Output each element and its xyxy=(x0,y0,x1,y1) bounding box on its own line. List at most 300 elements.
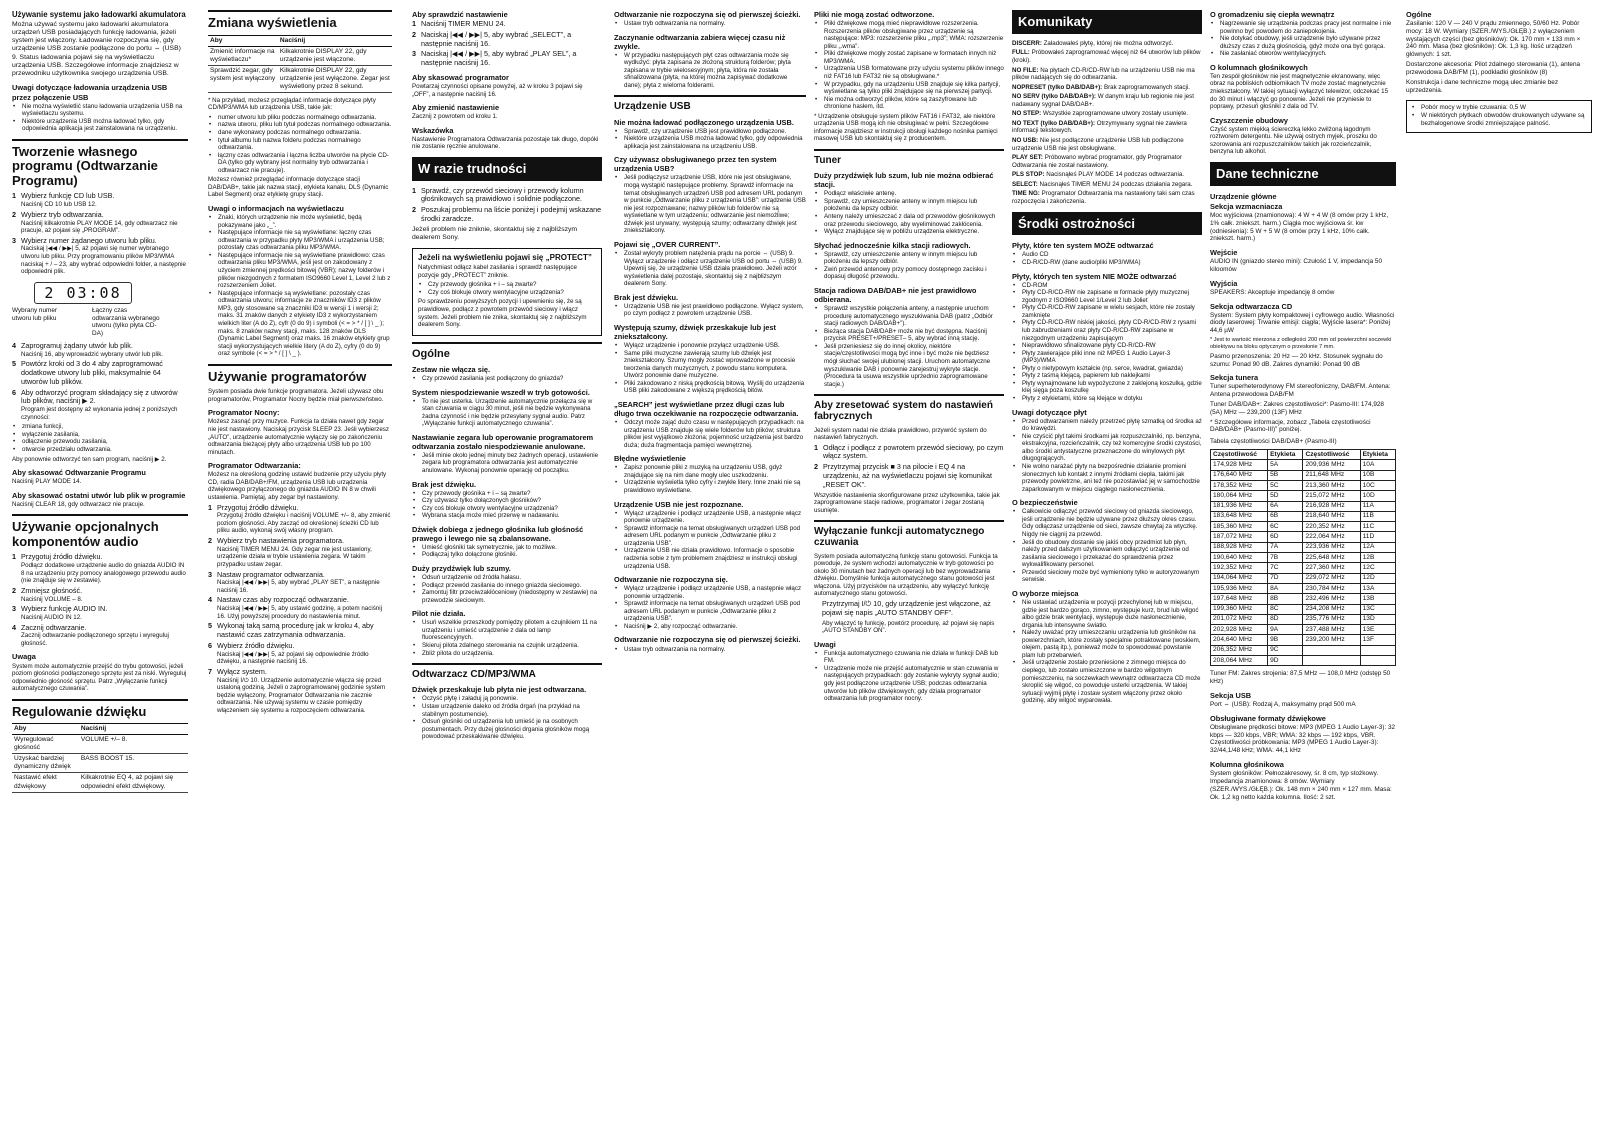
step-number: 1 xyxy=(12,191,16,201)
table-cell: 195,936 MHz xyxy=(1211,583,1268,593)
list-item: • Wyłącz urządzenie i podłącz urządzenie USB, a następnie włącz ponownie urządzenie. xyxy=(622,510,806,525)
table-row xyxy=(1211,635,1396,645)
table-cell: 13E xyxy=(1360,625,1395,635)
problem-solutions xyxy=(814,190,1004,235)
list-item: • Nie dotykać obudowy, jeśli urządzenie było używane przez dłuższy czas z dużą głośnością, gdyż może ona być gorąca. xyxy=(1218,35,1396,50)
list-item: • Zapisz ponownie pliki z muzyką na urządzeniu USB, gdyż znajdujące się na nim dane mogły ulec uszkodzeniu. xyxy=(622,464,806,479)
cancel-program-heading: Aby skasować Odtwarzanie Programu xyxy=(12,468,146,478)
frequency-table-body xyxy=(1211,460,1396,666)
table-header: Częstotliwość xyxy=(1303,450,1360,460)
step-detail: Przygotuj źródło dźwięku i naciśnij VOLUME +/– 8, aby zmienić poziom głośności. Aby zacząć od określonej ścieżki CD lub pliku audio, wykonaj swój własny program. xyxy=(217,512,391,535)
step-number: 1 xyxy=(814,442,818,452)
list-item: • Nie można wyświetlić stanu ładowania urządzenia USB na wyświetlaczu systemu. xyxy=(20,103,188,118)
list-item: • Usuń wszelkie przeszkody pomiędzy pilotem a czujnikiem 11 na urządzeniu i umieść urządzenie z dala od lamp fluorescencyjnych. xyxy=(420,619,602,642)
factory-reset-heading: Aby zresetować system do nastawień fabrycznych xyxy=(814,394,1004,422)
table-cell: 13B xyxy=(1360,594,1395,604)
table-cell: 13F xyxy=(1360,635,1395,645)
problem-heading: Pilot nie działa. xyxy=(412,609,466,619)
protect-more: Po sprawdzeniu powyższych pozycji i upewnieniu się, że są prawidłowe, podłącz z powrotem przewód sieciowy i włącz system. Jeżeli problem nie znika, skontaktuj się z najbliższym dealerem Sony. xyxy=(418,298,587,329)
timer-steps xyxy=(208,504,392,715)
table-cell: 5B xyxy=(1268,470,1303,480)
display-notes-heading: Uwagi o informacjach na wyświetlaczu xyxy=(208,204,344,214)
messages-heading: Komunikaty xyxy=(1012,10,1202,34)
step xyxy=(12,605,188,621)
step xyxy=(412,20,602,29)
specifications xyxy=(1210,192,1396,802)
check-setting-heading: Aby sprawdzić nastawienie xyxy=(412,10,508,19)
program-steps-2 xyxy=(12,342,188,421)
problem-solutions xyxy=(614,20,806,28)
table-header: Częstotliwość xyxy=(1211,450,1268,460)
change-setting-heading: Aby zmienić nastawienie xyxy=(412,103,500,113)
table-header-row xyxy=(12,724,188,735)
table-cell: 11B xyxy=(1360,511,1395,521)
problem-heading: Czy używasz obsługiwanego przez ten system urządzenia USB? xyxy=(614,155,777,174)
step-title: Naciskaj |◀◀ / ▶▶| 5, aby wybrać „SELECT”, a następnie naciśnij 16. xyxy=(421,29,572,48)
table-cell: 209,936 MHz xyxy=(1303,460,1360,470)
list-item: • Został wykryty problem natężenia prądu na porcie ⇔ (USB) 9. Wyłącz urządzenie i odłącz urządzenie USB od portu ⇔ (USB) 9. Upewnij się, że urządzenie USB działa prawidłowo. Jeżeli wzór wyświetlenia dalej pozostaje, skontaktuj się z najbliższym dealerem Sony. xyxy=(622,250,806,288)
table-cell: 192,352 MHz xyxy=(1211,563,1268,573)
table-cell: 7B xyxy=(1268,553,1303,563)
table-cell: 9B xyxy=(1268,635,1303,645)
list-item: • Wyłącz znajdujące się w pobliżu urządzenia elektryczne. xyxy=(822,228,1004,236)
problem-heading: Pojawi się „OVER CURRENT”. xyxy=(614,239,721,249)
table-row xyxy=(1211,460,1396,470)
standby-notes xyxy=(1411,104,1587,127)
list-item: • Same pliki muzyczne zawierają szumy lub dźwięk jest zniekształcony. Szumy mogły zostać wprowadzone w procesie tworzenia danych muzycznych, z powodu stanu komputera. Utwórz ponownie dane muzyczne. xyxy=(622,350,806,380)
table-row xyxy=(1211,614,1396,624)
list-item: • Należy uważać przy umieszczaniu urządzenia lub głośników na powierzchniach, które zostały specjalnie potraktowane (woskiem, olejem, pastą itp.), ponieważ może to spowodować powstanie plam lub przebarwień. xyxy=(1020,629,1202,659)
table-row xyxy=(1211,604,1396,614)
tuner-section-text: Tuner superheterodynowy FM stereofoniczny, DAB/FM. Antena: Antena przewodowa DAB/FM xyxy=(1210,383,1391,399)
table-row xyxy=(1211,563,1396,573)
step-title: Powtórz kroki od 3 do 4 aby zaprogramować dodatkowe utwory lub pliki, maksymalnie 64 utworów lub plików. xyxy=(21,359,163,386)
step-number: 1 xyxy=(12,552,16,562)
table-cell xyxy=(1360,645,1395,655)
cleaning-text: Czyść system miękką ściereczką lekko zwilżoną łagodnym roztworem detergentu. Nie używaj ostrych myjek, proszku do szorowania ani rozpuszczalników takich jak rozcieńczalnik, benzyna lub alkohol. xyxy=(1210,125,1377,156)
output-heading: Wyjścia xyxy=(1210,278,1238,288)
optional-audio-steps xyxy=(12,553,188,647)
list-item: • Płyty wynajmowane lub wypożyczone z zaklejoną koszulką, gdzie klej sięga poza koszulkę xyxy=(1020,380,1202,395)
table-cell: 11D xyxy=(1360,532,1395,542)
message-code: PLS STOP: xyxy=(1012,171,1045,179)
general-spec-text: Zasilanie: 120 V — 240 V prądu zmiennego, 50/60 Hz. Pobór mocy: 18 W. Wymiary (SZER./WYS./GŁĘB.) z wyłączeniem wystających części (bez głośników): Ok. 170 mm × 133 mm × 240 mm. Masa (bez głośników): Ok. 1,3 kg. Ilość urządzeń głównych: 1 szt. xyxy=(1406,20,1581,59)
problem-solutions xyxy=(614,174,806,235)
list-item: • Podłączaj tylko dołączone głośniki. xyxy=(420,551,602,559)
design-note: Konstrukcja i dane techniczne mogą ulec zmianie bez uprzedzenia. xyxy=(1406,78,1559,94)
main-unit-heading: Urządzenie główne xyxy=(1210,191,1277,201)
standby-note-box xyxy=(1406,100,1592,133)
step-detail: Naciśnij TIMER MENU 24. Gdy zegar nie jest ustawiony, urządzenie działa w trybie ustawienia zegara. W takim przypadku ustaw zegar. xyxy=(217,545,372,568)
step-detail: Naciśnij 16, aby wprowadzić wybrany utwór lub plik. xyxy=(21,350,164,358)
list-item: • Ustaw urządzenie daleko od źródła drgań (na przykład na stabilnym postumencie). xyxy=(420,703,602,718)
list-item: • Podłącz właściwie antenę. xyxy=(822,190,1004,198)
problem-solutions xyxy=(814,305,1004,388)
step-title: Wybierz tryb nastawienia programatora. xyxy=(217,536,344,546)
step-detail: Naciśnij kilkakrotnie PLAY MODE 14, gdy odtwarzacz nie pracuje, aż pojawi się „PROGRAM”. xyxy=(21,219,178,235)
step-number: 2 xyxy=(208,536,212,546)
message-item xyxy=(1012,120,1202,135)
table-cell: 213,360 MHz xyxy=(1303,480,1360,490)
list-item: • Zamontuj filtr przeciwzakłóceniowy (niedostępny w zestawie) na przewodzie sieciowym. xyxy=(420,589,602,604)
table-row xyxy=(1211,480,1396,490)
formats-text: Obsługiwane prędkości bitowe: MP3 (MPEG 1 Audio Layer-3): 32 kbps — 320 kbps, VBR; WMA: 32 kbps — 192 kbps, VBR. Częstotliwości próbkowania: MP3 (MPEG 1 Audio Layer-3): 32/44,1/48 kHz; WMA: 44,1 kHz xyxy=(1210,723,1396,755)
problem-solutions xyxy=(614,646,806,654)
usb-charge-notes xyxy=(12,103,188,133)
step-detail: Naciśnij VOLUME – 8. xyxy=(21,595,83,603)
list-item: • Wyłącz urządzenie i podłącz urządzenie USB, a następnie włącz ponownie urządzenie. xyxy=(622,585,806,600)
step-title: Przygotuj źródło dźwięku. xyxy=(21,552,103,562)
problem-solutions xyxy=(412,544,602,559)
list-item: • Jeśli przeniesiesz się do innej okolicy, niektóre stacje/częstotliwości mogą być inne i być może nie będziesz mógł słuchać swojej ulubionej stacji. Uruchom automatyczne wyszukiwanie DAB i ponownie zarejestruj wykryte stacje. (Procedura ta usuwa wszystkie uprzednio zaprogramowane stacje.) xyxy=(822,343,1004,388)
table-cell: Wyregulować głośność xyxy=(12,735,79,754)
message-text: Nacisnąłeś PLAY MODE 14 podczas odtwarzania. xyxy=(1046,171,1184,179)
table-cell: Kilkakrotnie EQ 4, aż pojawi się odpowiedni efekt dźwiękowy. xyxy=(79,773,188,792)
safety-heading: O bezpieczeństwie xyxy=(1012,498,1078,508)
sound-heading: Regulowanie dźwięku xyxy=(12,699,188,720)
step-detail: Naciskaj |◀◀ / ▶▶| 5, aż pojawi się odpowiednie źródło dźwięku, a następnie naciśnij 16. xyxy=(217,650,369,666)
problem-heading: System niespodziewanie wszedł w tryb gotowości. xyxy=(412,387,590,397)
reset-more: Wszystkie nastawienia skonfigurowane przez użytkownika, takie jak zaprogramowane stacje radiowe, programator i zegar zostaną usunięte. xyxy=(814,491,1000,514)
delete-track-text: Naciśnij CLEAR 18, gdy odtwarzacz nie pracuje. xyxy=(12,500,145,508)
display-info-list xyxy=(208,114,392,175)
message-item xyxy=(1012,190,1202,205)
list-item: • Jeśli urządzenie zostało przeniesione z zimnego miejsca do ciepłego, lub zostało umieszczone w bardzo wilgotnym pomieszczeniu, na soczewkach wewnątrz odtwarzacza CD może skroplić się wilgoć, co powoduje usterki urządzenia. W takiej sytuacji wyjmij płytę i zostaw system włączony przez około godzinę, aby wilgoć wyparowała. xyxy=(1020,659,1202,704)
usb-section-heading: Sekcja USB xyxy=(1210,690,1252,700)
specifications-heading: Dane techniczne xyxy=(1210,162,1396,186)
problem-solutions xyxy=(412,574,602,604)
table-cell: 187,072 MHz xyxy=(1211,532,1268,542)
table-cell: 225,648 MHz xyxy=(1303,553,1360,563)
problem-heading: Stacja radiowa DAB/DAB+ nie jest prawidłowo odbierana. xyxy=(814,285,977,304)
problem-heading: Dźwięk dobiega z jednego głośnika lub głośność prawego i lewego nie są zbalansowane. xyxy=(412,524,584,543)
message-code: SELECT: xyxy=(1012,180,1038,188)
table-cell: 8B xyxy=(1268,594,1303,604)
step-number: 2 xyxy=(412,29,416,39)
problem-solutions xyxy=(614,303,806,318)
auto-standby-step: Przytrzymaj I/⏻ 10, gdy urządzenie jest włączone, aż pojawi się napis „AUTO STANDBY OFF”. xyxy=(822,599,991,617)
table-cell: Nastawić efekt dźwiękowy xyxy=(12,773,79,792)
table-cell: 11A xyxy=(1360,501,1395,511)
sleep-timer-heading: Programator Nocny: xyxy=(208,408,280,418)
frequency-table xyxy=(1210,449,1396,666)
usb-charge-notes-heading: Uwagi dotyczące ładowania urządzenia USB przez połączenie USB xyxy=(12,83,168,102)
list-item: • Nie ustawiać urządzenia w pozycji przechylonej lub w miejscu, gdzie jest bardzo gorąco, zimno, występuje kurz, brud lub wilgoć albo gdzie brak wentylacji, występuje duże nasłonecznienie, drgania lub intensywne światło. xyxy=(1020,599,1202,629)
table-cell: 230,784 MHz xyxy=(1303,583,1360,593)
table-cell: 12D xyxy=(1360,573,1395,583)
list-item: • W niektórych płytkach obwodów drukowanych używane są bezhalogenowe środki zmniejszające palność. xyxy=(1419,112,1587,127)
program-again-text: Aby ponownie odtworzyć ten sam program, naciśnij ▶ 2. xyxy=(12,455,167,463)
cd-section-text: System: System płyty kompaktowej i cyfrowego audio. Własności diody laserowej: Trwanie emisji: ciągła; Wyjście lasera*: Poniżej 44,6 µW xyxy=(1210,311,1395,335)
table-cell: 8C xyxy=(1268,604,1303,614)
step-title: Przygotuj źródło dźwięku. xyxy=(217,502,299,512)
problem-solutions xyxy=(814,251,1004,281)
table-cell: 211,648 MHz xyxy=(1303,470,1360,480)
list-item: • Niektóre urządzenia USB można ładować tylko, gdy odpowiednia aplikacja jest zainstalowana na urządzeniu USB. xyxy=(622,135,806,150)
step-detail: Naciśnij AUDIO IN 12. xyxy=(21,614,82,622)
list-item: • Funkcja automatycznego czuwania nie działa w funkcji DAB lub FM. xyxy=(822,650,1004,665)
speaker-spec-text: System głośników: Pełnozakresowy, śr. 8 cm, typ stożkowy. Impedancja znamionowa: 8 omów. Wymiary (SZER./WYS./GŁĘB.): Ok. 148 mm × 240 mm × 127 mm. Masa: Ok. 1,2 kg netto każda kolumna. Ilość: 2 szt. xyxy=(1210,770,1392,801)
list-item: • Nie czyścić płyt takimi środkami jak rozpuszczalniki, np. benzyna, ekstrakcyjna, rozcieńczalnik, czy też komercyjne środki czystości, albo środki antystatyczne przeznaczone do winylowych płyt długogrających. xyxy=(1020,433,1202,463)
step-title: Odłącz i podłącz z powrotem przewód sieciowy, po czym włącz system. xyxy=(823,442,1004,461)
table-header-row xyxy=(1211,450,1396,460)
table-header: Aby xyxy=(12,724,79,735)
step xyxy=(12,389,188,422)
list-item: • numer utworu lub pliku podczas normalnego odtwarzania. xyxy=(216,114,392,122)
list-item: • Czy przewody głośnika + i – są zwarte? xyxy=(420,490,602,498)
step-number: 5 xyxy=(208,621,212,631)
auto-standby-restore: Aby włączyć tę funkcję, powtórz procedurę, aż pojawi się napis „AUTO STANDBY ON”. xyxy=(822,619,995,635)
step xyxy=(208,571,392,595)
step xyxy=(12,342,188,358)
step-number: 6 xyxy=(12,387,16,397)
step-number: 7 xyxy=(208,666,212,676)
problem-heading: Brak jest dźwięku. xyxy=(412,479,477,489)
step xyxy=(208,642,392,666)
list-item: • Przewód sieciowy może być wymieniony tylko w autoryzowanym serwisie. xyxy=(1020,569,1202,584)
step-title: Zacznij odtwarzanie. xyxy=(21,622,87,632)
disc-notes xyxy=(1012,418,1202,494)
problem-heading: Odtwarzanie nie rozpoczyna się. xyxy=(614,575,728,585)
table-header-row xyxy=(208,35,392,46)
message-text: Programator Odtwarzania ma nastawiony taki sam czas rozpoczęcia i zakończenia. xyxy=(1012,190,1195,205)
message-code: NO USB: xyxy=(1012,137,1039,145)
table-cell: VOLUME +/– 8. xyxy=(79,735,188,754)
timers-text: System posiada dwie funkcje programatora. Jeżeli używasz obu programatorów, Programator Nocny będzie miał pierwszeństwo. xyxy=(208,388,384,403)
table-row xyxy=(208,46,392,65)
step-detail: Naciśnij CD 10 lub USB 12. xyxy=(21,201,97,209)
list-item: • Następujące informacje nie są wyświetlane: łączny czas odtwarzania w przypadku płyty MP3/WMA i urządzenia USB; pozostały czas odtwarzania pliku MP3/WMA. xyxy=(216,229,392,252)
problem-heading: Nastawianie zegara lub operowanie programatorem odtwarzania zostało niespodziewanie anulowane. xyxy=(412,432,594,451)
list-item: • Niektóre urządzenia USB można ładować tylko, gdy odpowiednia aplikacja jest zainstalowana na urządzeniu. xyxy=(20,118,188,133)
table-cell: 227,360 MHz xyxy=(1303,563,1360,573)
step-title: Nastaw programator odtwarzania. xyxy=(217,569,325,579)
usb-section-text: Port ⇔ (USB): Rodzaj A, maksymalny prąd 500 mA xyxy=(1210,700,1356,708)
table-cell: 13A xyxy=(1360,583,1395,593)
tuner-section-heading: Sekcja tunera xyxy=(1210,373,1259,383)
speaker-spec-heading: Kolumna głośnikowa xyxy=(1210,760,1284,770)
message-text: Brak zaprogramowanych stacji. xyxy=(1103,83,1190,91)
table-cell: 9A xyxy=(1268,625,1303,635)
list-item: • Audio CD xyxy=(1020,251,1202,259)
speakers-heading: O kolumnach głośnikowych xyxy=(1210,62,1308,72)
table-cell: 181,936 MHz xyxy=(1211,501,1268,511)
list-item: • Anteny należy umieszczać z dala od przewodów głośnikowych oraz przewodu sieciowego, aby wyeliminować zakłócenia. xyxy=(822,213,1004,228)
list-item: • Nie można odtworzyć plików, które są zaszyfrowane lub chronione hasłem, itd. xyxy=(822,96,1004,111)
step-title: Wybierz funkcję CD lub USB. xyxy=(21,191,115,201)
list-item: • Czy coś blokuje otwory wentylacyjne urządzenia? xyxy=(426,289,596,297)
table-cell: 178,352 MHz xyxy=(1211,480,1268,490)
message-item xyxy=(1012,67,1202,82)
step-detail: Program jest dostępny aż wykonania jednej z poniższych czynności: xyxy=(21,406,178,421)
list-item: • Jeśli podłączysz urządzenie USB, które nie jest obsługiwane, mogą wystąpić następujące problemy. Sprawdź informacje na temat obsługiwanych urządzeń USB pod adresem URL podanym w punkcie „Odtwarzanie pliku z urządzenia USB”: urządzenie USB nie jest rozpoznawane; nazwy plików lub folderów nie są wyświetlane w tym urządzeniu; odtwarzanie jest niemożliwe; dźwięk jest urywany; występują szumy; odtwarzany dźwięk jest zniekształcony. xyxy=(622,174,806,235)
cd-footnote: * Jest to wartość mierzona z odległości 200 mm od powierzchni soczewki obiektywu na bloku optycznym o przesłonie 7 mm. xyxy=(1210,337,1392,350)
list-item: • Czy coś blokuje otwory wentylacyjne urządzenia? xyxy=(420,505,602,513)
table-cell: 216,928 MHz xyxy=(1303,501,1360,511)
list-item: • Płyty o nietypowym kształcie (np. serce, kwadrat, gwiazda) xyxy=(1020,365,1202,373)
display-more: Możesz również przeglądać informacje dotyczące stacji DAB/DAB+, takie jak nazwa stacji, etykieta kanału, DLS (Dynamic Label Segment) oraz etykietę grupy stacji. xyxy=(208,176,389,199)
table-cell: 204,640 MHz xyxy=(1211,635,1268,645)
problem-heading: Pliki nie mogą zostać odtworzone. xyxy=(814,10,935,19)
table-cell: 7D xyxy=(1268,573,1303,583)
fm-tuner-text: Tuner FM: Zakres strojenia: 87,5 MHz — 108,0 MHz (odstęp 50 kHz) xyxy=(1210,670,1391,686)
table-cell: 12B xyxy=(1360,553,1395,563)
table-cell: 197,648 MHz xyxy=(1211,594,1268,604)
message-text: Otrzymywany sygnał nie zawiera informacji tekstowych. xyxy=(1012,119,1187,135)
table-cell: 5A xyxy=(1268,460,1303,470)
list-item: • Płyty z etykietami, które są klejące w dotyku xyxy=(1020,395,1202,403)
step-number: 2 xyxy=(814,462,818,472)
problem-solutions xyxy=(614,510,806,571)
table-cell: 185,360 MHz xyxy=(1211,522,1268,532)
problem-heading: Odtwarzanie nie rozpoczyna się od pierwszej ścieżki. xyxy=(614,10,801,19)
message-text: W danym kraju lub regionie nie jest nadawany sygnał DAB/DAB+. xyxy=(1012,93,1194,108)
table-cell: 174,928 MHz xyxy=(1211,460,1268,470)
protect-box xyxy=(412,248,602,335)
amp-heading: Sekcja wzmacniacza xyxy=(1210,201,1283,211)
step xyxy=(208,596,392,620)
message-item xyxy=(1012,49,1202,64)
list-item: • Zwiń przewód antenowy przy pomocy dostępnego zacisku i dopasuj długość przewodu. xyxy=(822,266,1004,281)
column-6 xyxy=(1012,10,1202,1126)
list-item: • CD-R/CD-RW (dane audio/pliki MP3/WMA) xyxy=(1020,259,1202,267)
list-item: • Sprawdź, czy umieszczenie anteny w innym miejscu lub położeniu da lepszy odbiór. xyxy=(822,251,1004,266)
message-code: NOPRESET (tylko DAB/DAB+): xyxy=(1012,83,1103,91)
output-text: SPEAKERS: Akceptuje impedancję 8 omów xyxy=(1210,288,1335,296)
step-title: Wyłącz system. xyxy=(217,666,267,676)
table-cell: Sprawdzić zegar, gdy system jest wyłączony xyxy=(208,65,278,92)
cancel-timer-heading: Aby skasować programator xyxy=(412,72,509,82)
problem-solutions xyxy=(412,619,602,657)
list-item: • otwarcie przedziału odtwarzania. xyxy=(20,446,188,454)
step-number: 2 xyxy=(412,205,416,215)
problem-solutions xyxy=(412,375,602,383)
list-item: • Wybrana stacja może mieć przerwę w nadawaniu. xyxy=(420,512,602,520)
protect-heading: Jeżeli na wyświetleniu pojawi się „PROTECT” xyxy=(418,253,592,263)
auto-standby-heading: Wyłączanie funkcji automatycznego czuwania xyxy=(814,520,1004,548)
table-cell xyxy=(1360,656,1395,666)
note-text: System może automatycznie przejść do trybu gotowości, jeżeli poziom głośności podłączonego sprzętu jest za niski. Wyreguluj odpowiednio głośność sprzętu. Patrz „Wyłączanie funkcji automatycznego czuwania”. xyxy=(12,662,187,693)
step-title: Sprawdź, czy przewód sieciowy i przewody kolumn głośnikowych są prawidłowo i solidnie podłączone. xyxy=(421,185,584,204)
table-cell: 12A xyxy=(1360,542,1395,552)
tuner-heading: Tuner xyxy=(814,149,1004,166)
unplayable-discs xyxy=(1012,282,1202,403)
table-cell: 183,648 MHz xyxy=(1211,511,1268,521)
table-cell: 223,936 MHz xyxy=(1303,542,1360,552)
table-cell: 6A xyxy=(1268,501,1303,511)
table-header: Aby xyxy=(208,35,278,46)
table-row xyxy=(1211,470,1396,480)
list-item: • Urządzenie USB nie jest prawidłowo podłączone. Wyłącz system, po czym podłącz z powrotem urządzenie USB. xyxy=(622,303,806,318)
protect-text: Natychmiast odłącz kabel zasilania i sprawdź następujące pozycje gdy „PROTECT” zniknie. xyxy=(418,264,577,279)
table-cell: 190,640 MHz xyxy=(1211,553,1268,563)
message-code: NO TEXT (tylko DAB/DAB+): xyxy=(1012,119,1096,127)
message-item xyxy=(1012,93,1202,108)
program-heading: Tworzenie własnego programu (Odtwarzanie Programu) xyxy=(12,139,188,189)
precautions-heading: Środki ostrożności xyxy=(1012,212,1202,236)
list-item: • Pliki dźwiękowe mogły zostać zapisane w formatach innych niż MP3/WMA. xyxy=(822,50,1004,65)
table-row xyxy=(208,65,392,92)
heat-heading: O gromadzeniu się ciepła wewnątrz xyxy=(1210,10,1335,19)
troubleshooting-steps xyxy=(412,187,602,224)
list-item: • Odczyt może zająć dużo czasu w następujących przypadkach: na urządzeniu USB znajduje się wiele folderów lub plików; struktura plików jest wyjątkowo złożona; pojemność urządzenia jest bardzo duża; duża fragmentacja pamięci wewnętrznej. xyxy=(622,419,806,449)
step-number: 1 xyxy=(412,19,416,29)
step xyxy=(12,553,188,584)
step-number: 6 xyxy=(208,640,212,650)
table-cell: 7A xyxy=(1268,542,1303,552)
list-item: • Pliki zakodowano z niską prędkością bitową. Wyślij do urządzenia USB pliki zakodowane z większą prędkością bitów. xyxy=(622,380,806,395)
list-item: • odłączenie przewodu zasilania, xyxy=(20,438,188,446)
step xyxy=(12,360,188,386)
table-cell: 218,640 MHz xyxy=(1303,511,1360,521)
table-cell: 176,640 MHz xyxy=(1211,470,1268,480)
speakers-text: Ten zespół głośników nie jest magnetycznie ekranowany, więc obraz na pobliskich odbiornikach TV może zostać magnetycznie zniekształcony. W takiej sytuacji wyłączyć telewizor, odczekać 15 do 30 minut i włączyć go ponownie. Jeżeli nie przyniesie to poprawy, przesuń głośniki z dala od TV. xyxy=(1210,72,1389,111)
display-footnote: * Na przykład, możesz przeglądać informacje dotyczące płyty CD/MP3/WMA lub urządzenia USB, takie jak: xyxy=(208,96,376,112)
play-timer-heading: Programator Odtwarzania: xyxy=(208,461,301,471)
step xyxy=(412,206,602,224)
list-item: • Czy przewód zasilania jest podłączony do gniazda? xyxy=(420,375,602,383)
table-cell: 10C xyxy=(1360,480,1395,490)
problem-heading: Słychać jednocześnie kilka stacji radiowych. xyxy=(814,240,971,250)
table-cell: 215,072 MHz xyxy=(1303,491,1360,501)
message-item xyxy=(1012,110,1202,118)
disc-notes-heading: Uwagi dotyczące płyt xyxy=(1012,407,1087,417)
step-title: Przytrzymaj przycisk ■ 3 na pilocie i EQ 4 na urządzeniu, aż na wyświetlaczu pojawi się komunikat „RESET OK”. xyxy=(823,462,992,489)
message-item xyxy=(1012,137,1202,152)
note-heading: Uwaga xyxy=(12,652,36,662)
column-3 xyxy=(412,10,602,1126)
table-cell: 239,200 MHz xyxy=(1303,635,1360,645)
message-code: TIME NG: xyxy=(1012,190,1040,198)
step-number: 5 xyxy=(12,359,16,369)
delete-track-heading: Aby skasować ostatni utwór lub plik w programie xyxy=(12,490,186,500)
table-cell: 10B xyxy=(1360,470,1395,480)
tuner-dab-text: Tuner DAB/DAB+: Zakres częstotliwości*: Pasmo-III: 174,928 (5A) MHz — 239,200 (13F) MHz xyxy=(1210,401,1384,416)
display-notes xyxy=(208,214,392,358)
problem-heading: Nie można ładować podłączonego urządzenia USB. xyxy=(614,117,794,127)
auto-standby-notes xyxy=(814,650,1004,703)
table-row xyxy=(1211,594,1396,604)
table-cell xyxy=(1303,656,1360,666)
list-item: • Nagrzewanie się urządzenia podczas pracy jest normalne i nie powinno być powodem do zaniepokojenia. xyxy=(1218,20,1396,35)
message-text: Próbowano wybrać programator, gdy Programator Odtwarzania nie został nastawiony. xyxy=(1012,154,1182,169)
table-row xyxy=(1211,583,1396,593)
step-number: 3 xyxy=(208,569,212,579)
table-cell: 201,072 MHz xyxy=(1211,614,1268,624)
general-items xyxy=(412,365,602,657)
fat-footnote: * Urządzenie obsługuje system plików FAT16 i FAT32, ale niektóre urządzenia USB mogą ich nie obsługiwać w pełni. Szczegółowe informacje znajdziesz w instrukcji obsługi każdego nośnika pamięci masowej USB lub skontaktuj się z producentem. xyxy=(814,112,998,143)
step-title: Naciskaj |◀◀ / ▶▶| 5, aby wybrać „PLAY SEL”, a następnie naciśnij 16. xyxy=(421,49,577,68)
table-row xyxy=(1211,511,1396,521)
list-item: • Płyty z taśmą klejącą, papierem lub naklejkami xyxy=(1020,372,1202,380)
program-steps xyxy=(12,192,188,275)
problem-heading: Duży przydźwięk lub szumy. xyxy=(412,564,511,574)
cancel-timer-text: Powtarzaj czynności opisane powyżej, aż w kroku 3 pojawi się „OFF”, a następnie naciśnij 16. xyxy=(412,82,583,98)
message-code: NO STEP: xyxy=(1012,110,1042,118)
message-item xyxy=(1012,181,1202,189)
list-item: • Jeśli do obudowy dostanie się jakiś obcy przedmiot lub płyn, należy przed dalszym użytkowaniem odłączyć urządzenie od zasilania sieciowego i przekazać do sprawdzenia przez wykwalifikowany personel. xyxy=(1020,539,1202,569)
list-item: • tytuł albumu lub nazwa folderu podczas normalnego odtwarzania. xyxy=(216,137,392,152)
list-item: • Czy używasz tylko dołączonych głośników? xyxy=(420,497,602,505)
step-detail: Podłącz dodatkowe urządzenie audio do gniazda AUDIO IN 8 na urządzeniu przy pomocy analogowego przewodu audio (nie znajduje się w zestawie). xyxy=(21,562,186,585)
list-item: • Odsuń urządzenie od źródła hałasu. xyxy=(420,574,602,582)
list-item: • Płyty zawierające pliki inne niż MPEG 1 Audio Layer-3 (MP3)/WMA xyxy=(1020,350,1202,365)
message-code: DISCERR: xyxy=(1012,39,1042,47)
step-title: Wybierz tryb odtwarzania. xyxy=(21,209,104,219)
list-item: • Sprawdź informacje na temat obsługiwanych urządzeń USB pod adresem URL podanym w punkcie „Odtwarzanie pliku z urządzenia USB”. xyxy=(622,525,806,548)
table-row xyxy=(1211,625,1396,635)
table-cell: Uzyskać bardziej dynamiczny dźwięk xyxy=(12,754,79,773)
